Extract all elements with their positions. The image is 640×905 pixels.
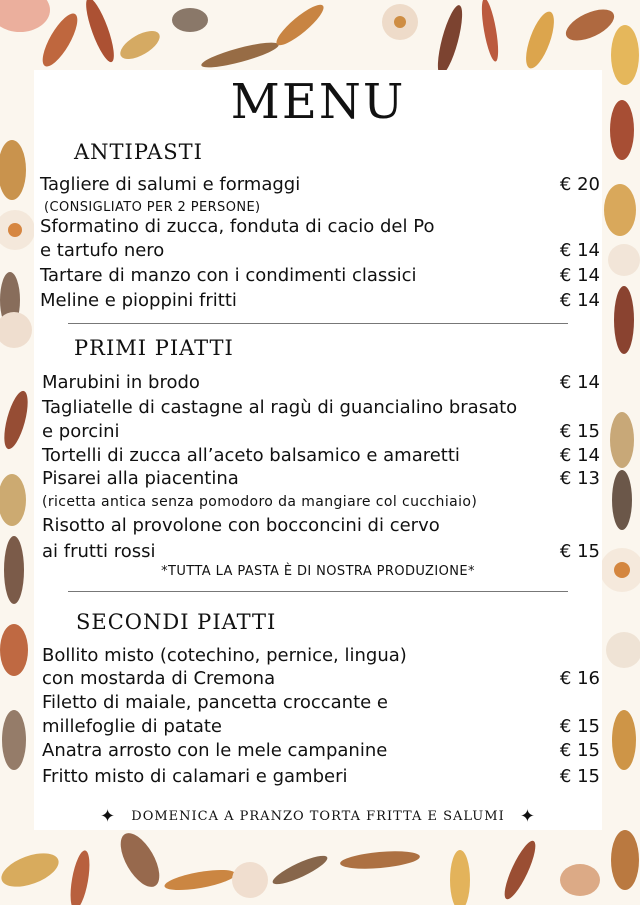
menu-item-name: Pisarei alla piacentina [42, 468, 239, 489]
star-icon: ✦ [519, 806, 536, 827]
menu-item-name: Sformatino di zucca, fonduta di cacio del Po [40, 216, 435, 237]
footer-text: DOMENICA A PRANZO TORTA FRITTA E SALUMI [131, 809, 505, 824]
star-icon: ✦ [100, 806, 117, 827]
pasta-footnote: *TUTTA LA PASTA È DI NOSTRA PRODUZIONE* [161, 564, 475, 579]
menu-item-name: Tagliere di salumi e formaggi [40, 174, 301, 195]
menu-item-price: € 14 [559, 445, 600, 466]
menu-item-name: e tartufo nero [40, 240, 165, 261]
menu-item-name: Risotto al provolone con bocconcini di cervo [42, 515, 440, 536]
section-heading-primi: PRIMI PIATTI [74, 336, 234, 360]
menu-card [34, 70, 602, 830]
menu-item-price: € 15 [559, 716, 600, 737]
menu-title: MENU [230, 74, 406, 130]
menu-item-name: Tartare di manzo con i condimenti classici [40, 265, 417, 286]
menu-item-price: € 20 [559, 174, 600, 195]
section-divider [68, 591, 568, 592]
menu-item-price: € 15 [559, 766, 600, 787]
menu-item-note: (ricetta antica senza pomodoro da mangiare col cucchiaio) [42, 494, 478, 510]
menu-item-name: e porcini [42, 421, 120, 442]
section-heading-antipasti: ANTIPASTI [74, 140, 203, 164]
menu-item-price: € 14 [559, 240, 600, 261]
menu-item-name: Meline e pioppini fritti [40, 290, 237, 311]
menu-item-name: Filetto di maiale, pancetta croccante e [42, 692, 389, 713]
section-divider [68, 323, 568, 324]
menu-item-price: € 15 [559, 421, 600, 442]
menu-item-name: con mostarda di Cremona [42, 668, 276, 689]
menu-item-name: Anatra arrosto con le mele campanine [42, 740, 388, 761]
menu-item-price: € 15 [559, 541, 600, 562]
menu-item-price: € 15 [559, 740, 600, 761]
section-heading-secondi: SECONDI PIATTI [76, 610, 277, 634]
menu-item-price: € 14 [559, 372, 600, 393]
menu-item-name: Tortelli di zucca all’aceto balsamico e amaretti [42, 445, 460, 466]
menu-item-price: € 14 [559, 290, 600, 311]
menu-item-name: Bollito misto (cotechino, pernice, lingua) [42, 645, 407, 666]
menu-item-name: Marubini in brodo [42, 372, 200, 393]
menu-item-name: ai frutti rossi [42, 541, 156, 562]
menu-item-name: Fritto misto di calamari e gamberi [42, 766, 348, 787]
menu-item-name: millefoglie di patate [42, 716, 223, 737]
menu-item-name: Tagliatelle di castagne al ragù di guancialino brasato [42, 397, 518, 418]
menu-item-price: € 13 [559, 468, 600, 489]
footer-banner [34, 806, 602, 827]
menu-item-price: € 14 [559, 265, 600, 286]
menu-item-note: (CONSIGLIATO PER 2 PERSONE) [44, 200, 261, 215]
menu-item-price: € 16 [559, 668, 600, 689]
